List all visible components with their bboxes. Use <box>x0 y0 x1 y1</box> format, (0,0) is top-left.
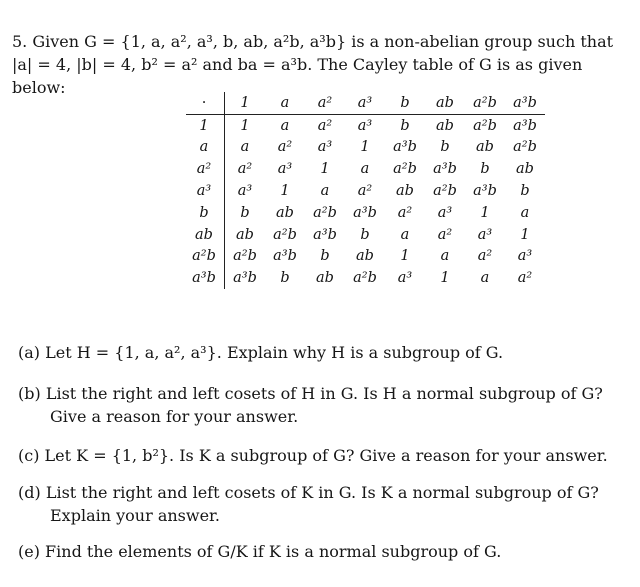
question-d-text-2: Explain your answer. <box>50 506 221 525</box>
problem-number: 5. <box>12 32 28 51</box>
cayley-cell: a³ <box>237 183 253 200</box>
cayley-corner-operator: · <box>186 92 225 114</box>
cayley-cell: a²b <box>393 161 417 178</box>
cayley-cell: ab <box>436 117 454 134</box>
cayley-cell: a²b <box>353 270 377 287</box>
cayley-cell: a³ <box>397 270 413 287</box>
cayley-cell: a <box>240 139 250 156</box>
cayley-column-header: a³b <box>505 92 545 114</box>
cayley-cell: a³ <box>477 226 493 243</box>
cayley-cell: 1 <box>360 139 370 156</box>
cayley-cell: a³ <box>437 204 453 221</box>
cayley-column-header: 1 <box>225 92 266 114</box>
cayley-row <box>186 246 545 268</box>
cayley-cell: b <box>440 139 450 156</box>
cayley-cell: ab <box>316 270 334 287</box>
cayley-cell: ab <box>476 139 494 156</box>
question-c-label: (c) <box>18 446 40 465</box>
question-d-label: (d) <box>18 483 41 502</box>
intro-line-1: Given G = {1, a, a², a³, b, ab, a²b, a³b} is a non-abelian group such that <box>32 32 614 51</box>
cayley-cell: a³ <box>317 139 333 156</box>
cayley-column-header: a <box>265 92 305 114</box>
cayley-row-header: a³b <box>186 267 225 289</box>
question-d <box>18 481 628 527</box>
cayley-cell: a³b <box>433 161 457 178</box>
cayley-table <box>186 92 545 289</box>
cayley-column-header: a² <box>305 92 345 114</box>
cayley-row-header: 1 <box>186 114 225 136</box>
cayley-cell: a² <box>397 204 413 221</box>
cayley-row <box>186 114 545 136</box>
cayley-cell: a² <box>357 183 373 200</box>
question-b-text-2: Give a reason for your answer. <box>50 407 299 426</box>
cayley-cell: a³b <box>353 204 377 221</box>
question-d-text-1: List the right and left cosets of K in G. Is K a normal subgroup of G? <box>45 483 599 502</box>
cayley-row-header: a <box>186 137 225 159</box>
cayley-cell: a <box>440 248 450 265</box>
cayley-cell: a² <box>437 226 453 243</box>
cayley-row <box>186 180 545 202</box>
cayley-cell: a³ <box>357 117 373 134</box>
cayley-cell: a³b <box>513 117 537 134</box>
cayley-row <box>186 202 545 224</box>
cayley-cell: b <box>400 117 410 134</box>
cayley-cell: b <box>520 183 530 200</box>
cayley-cell: ab <box>276 204 294 221</box>
cayley-cell: 1 <box>320 161 330 178</box>
cayley-row-header: a² <box>186 158 225 180</box>
question-e-text: Find the elements of G/K if K is a normal subgroup of G. <box>45 542 502 561</box>
cayley-cell: a² <box>317 117 333 134</box>
cayley-cell: 1 <box>240 117 250 134</box>
cayley-cell: a² <box>237 161 253 178</box>
cayley-cell: a²b <box>313 204 337 221</box>
question-b-text-1: List the right and left cosets of H in G. Is H a normal subgroup of G? <box>45 384 603 403</box>
cayley-column-header: a³ <box>345 92 385 114</box>
cayley-cell: b <box>480 161 490 178</box>
problem-statement <box>12 30 632 99</box>
cayley-cell: 1 <box>280 183 290 200</box>
cayley-cell: a³b <box>393 139 417 156</box>
cayley-cell: b <box>360 226 370 243</box>
question-e-label: (e) <box>18 542 40 561</box>
question-a-text: Let H = {1, a, a², a³}. Explain why H is a subgroup of G. <box>45 343 504 362</box>
cayley-cell: 1 <box>520 226 530 243</box>
question-c <box>18 444 628 467</box>
cayley-cell: ab <box>396 183 414 200</box>
cayley-table-container <box>186 92 545 289</box>
cayley-cell: 1 <box>440 270 450 287</box>
question-b-label: (b) <box>18 384 41 403</box>
cayley-row <box>186 224 545 246</box>
cayley-cell: a <box>280 117 290 134</box>
cayley-cell: a <box>400 226 410 243</box>
cayley-cell: a²b <box>433 183 457 200</box>
cayley-cell: a³ <box>517 248 533 265</box>
cayley-cell: 1 <box>480 204 490 221</box>
cayley-cell: a²b <box>513 139 537 156</box>
cayley-column-header: ab <box>425 92 465 114</box>
cayley-row <box>186 267 545 289</box>
cayley-row <box>186 137 545 159</box>
cayley-cell: ab <box>356 248 374 265</box>
question-b <box>18 382 628 428</box>
cayley-column-header: a²b <box>465 92 505 114</box>
cayley-cell: a² <box>277 139 293 156</box>
cayley-cell: a² <box>517 270 533 287</box>
cayley-row-header: b <box>186 202 225 224</box>
cayley-row-header: a²b <box>186 246 225 268</box>
cayley-cell: b <box>320 248 330 265</box>
cayley-cell: a <box>480 270 490 287</box>
cayley-cell: a³b <box>473 183 497 200</box>
cayley-cell: 1 <box>400 248 410 265</box>
intro-line-2: |a| = 4, |b| = 4, b² = a² and ba = a³b. The Cayley table of G is as given below: <box>12 55 583 97</box>
cayley-row-header: ab <box>186 224 225 246</box>
cayley-cell: a <box>520 204 530 221</box>
cayley-cell: a <box>320 183 330 200</box>
cayley-row <box>186 158 545 180</box>
cayley-cell: b <box>280 270 290 287</box>
question-c-text: Let K = {1, b²}. Is K a subgroup of G? Give a reason for your answer. <box>44 446 608 465</box>
cayley-column-header: b <box>385 92 425 114</box>
cayley-cell: a³b <box>233 270 257 287</box>
cayley-cell: a³b <box>313 226 337 243</box>
cayley-cell: a²b <box>233 248 257 265</box>
cayley-cell: a³ <box>277 161 293 178</box>
cayley-cell: a² <box>477 248 493 265</box>
cayley-cell: a <box>360 161 370 178</box>
cayley-row-header: a³ <box>186 180 225 202</box>
question-e <box>18 540 628 563</box>
cayley-cell: ab <box>516 161 534 178</box>
cayley-cell: ab <box>236 226 254 243</box>
cayley-cell: a²b <box>473 117 497 134</box>
cayley-cell: b <box>240 204 250 221</box>
question-a-label: (a) <box>18 343 41 362</box>
question-a <box>18 341 628 364</box>
cayley-cell: a²b <box>273 226 297 243</box>
cayley-cell: a³b <box>273 248 297 265</box>
cayley-header-row <box>186 92 545 114</box>
